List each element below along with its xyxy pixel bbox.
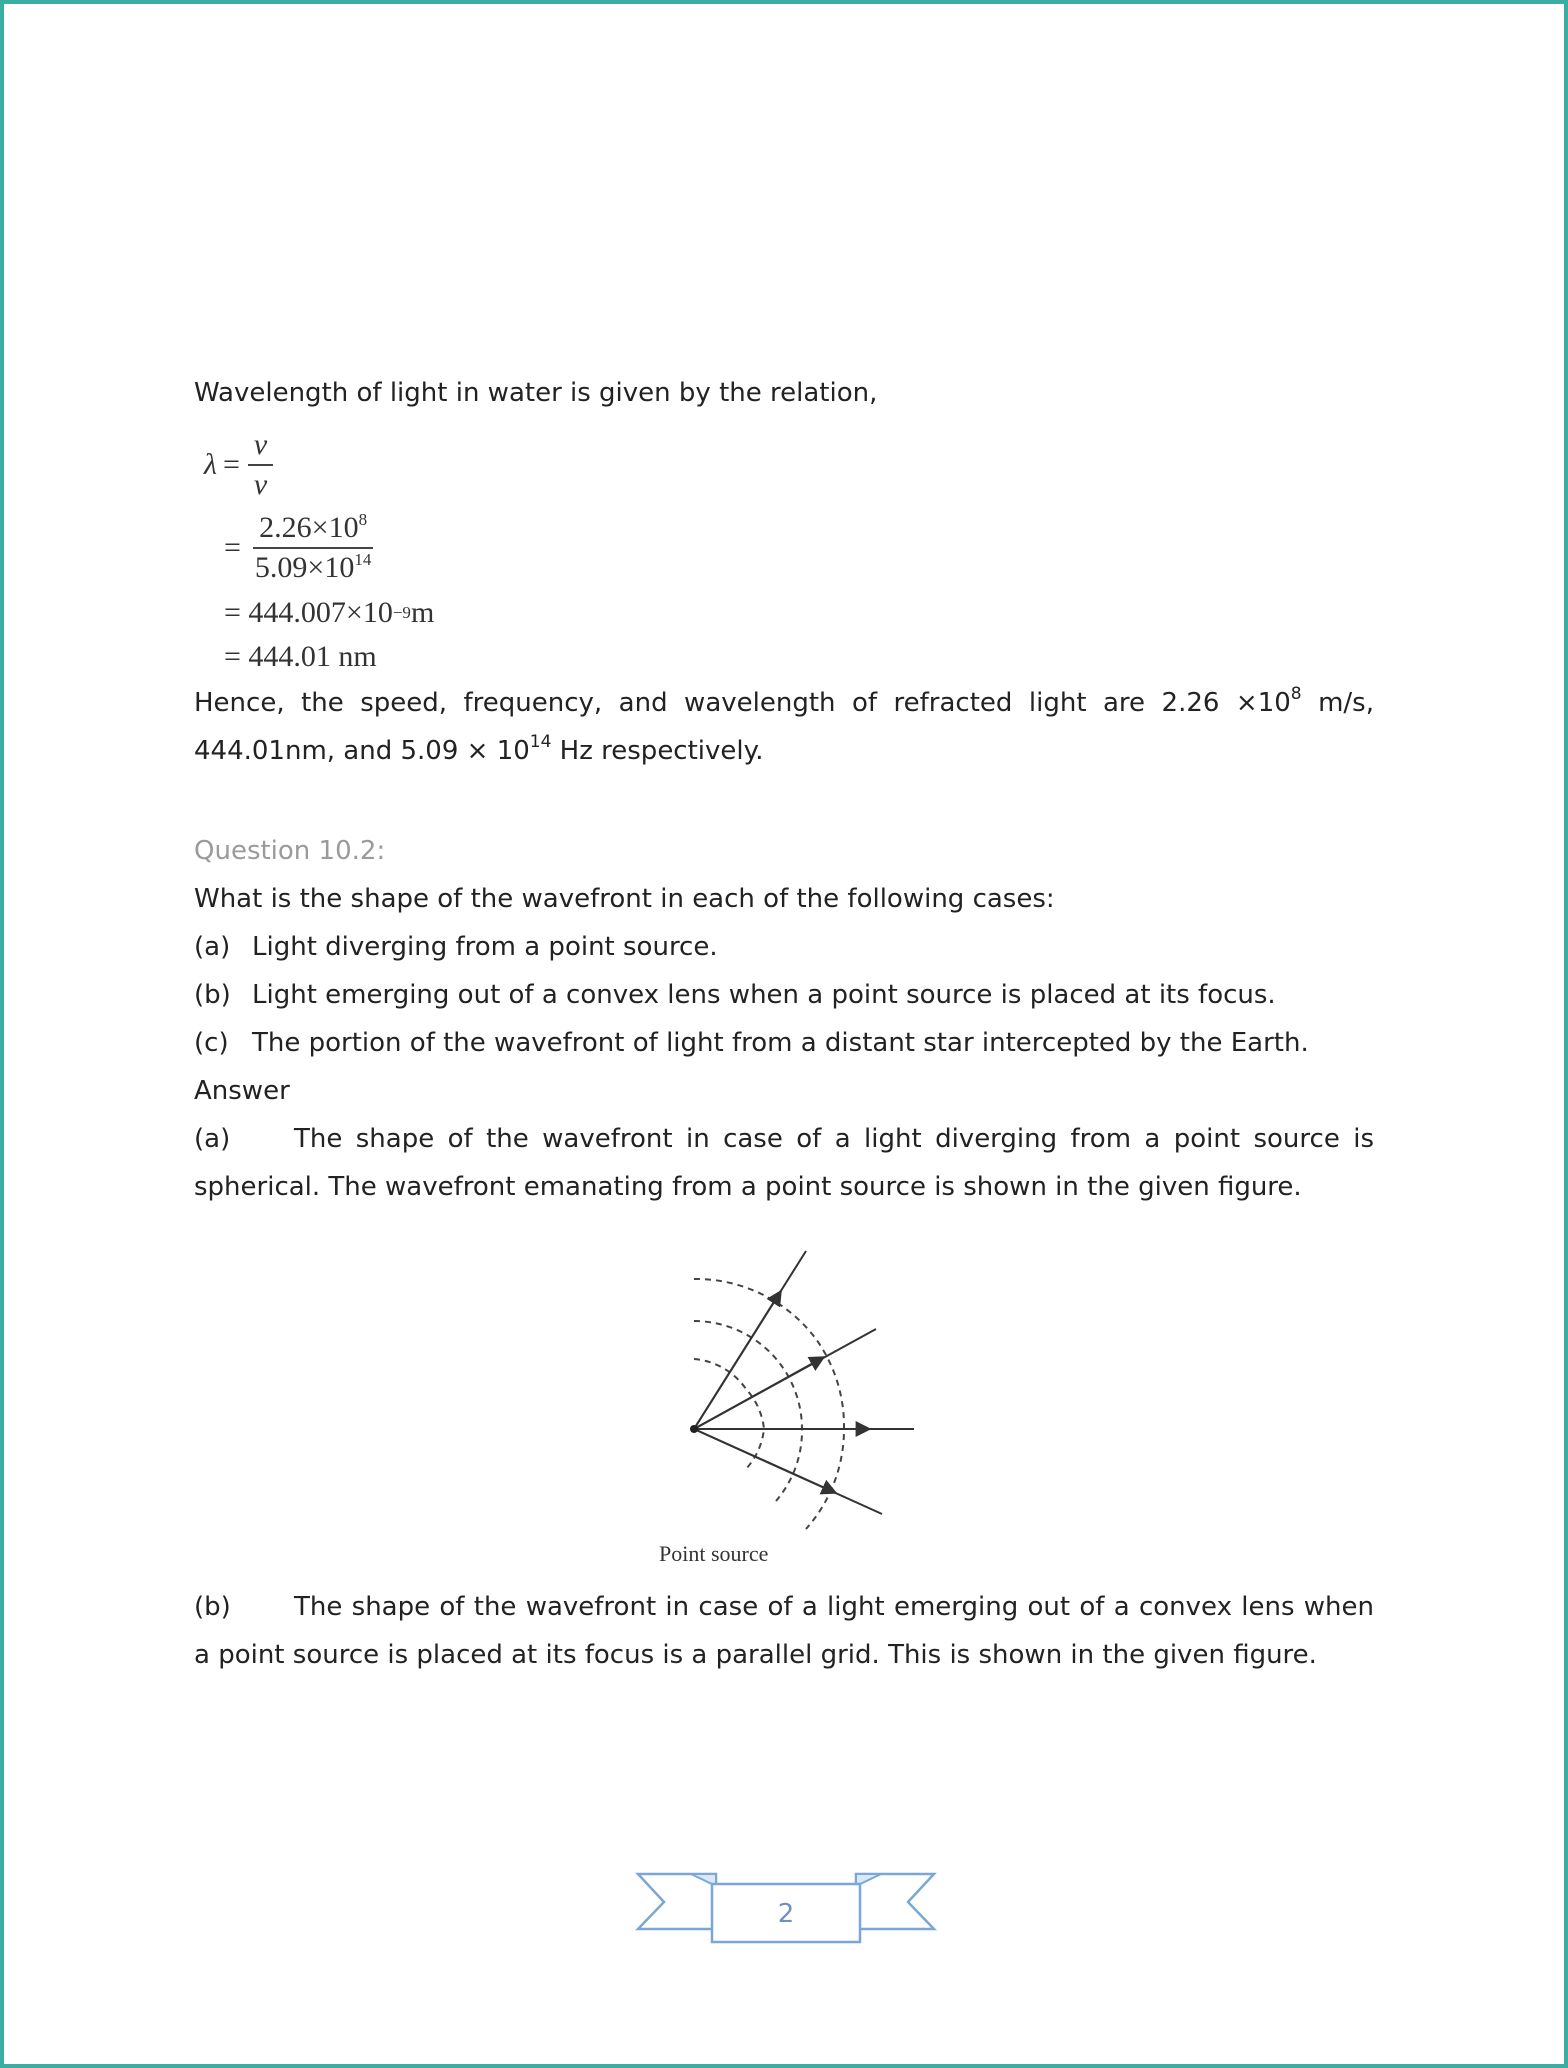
ray-mid-upper-arrow (694, 1357, 824, 1429)
intro-text: Wavelength of light in water is given by the relation, (194, 378, 878, 408)
eq-denominator-1: ν (253, 468, 268, 501)
answer-a-paragraph: (a) The shape of the wavefront in case of a light diverging from a point source is spherical. The wavefront emanating from a point source is shown in the given figure. (194, 1124, 1374, 1202)
wavefront-arc-large (694, 1279, 844, 1529)
wavefront-arc-medium (694, 1321, 802, 1501)
point-source-dot (690, 1425, 698, 1433)
question-title: Question 10.2: (194, 836, 386, 866)
question-prompt: What is the shape of the wavefront in each of the following cases: (194, 884, 1055, 914)
eq-equals-2: = (224, 531, 241, 564)
ray-upper-arrow (694, 1291, 781, 1429)
eq-fraction-1 (248, 426, 273, 504)
eq-line-4: = 444.01 nm (224, 640, 377, 673)
figure-caption: Point source (659, 1541, 769, 1566)
ribbon-left-tail (638, 1874, 716, 1929)
ray-lower-arrow (694, 1429, 836, 1493)
ribbon-right-tail (856, 1874, 934, 1929)
answer-label: Answer (194, 1076, 290, 1106)
question-item-c: (c) The portion of the wavefront of light from a distant star intercepted by the Earth. (194, 1028, 1309, 1058)
spherical-wavefront-figure (659, 1239, 936, 1579)
eq-numerator-1: v (248, 426, 273, 466)
eq-numerator-2: $2.26\times 10^8$ (253, 509, 373, 549)
hence-paragraph: Hence, the speed, frequency, and wavelength of refracted light are $2.26 \times 10^8$ m/s, 444.01nm, and $5.09 \times 10^{14}$ Hz respectively. (194, 684, 1374, 766)
wavelength-equation (204, 425, 1374, 679)
eq-lambda: λ (204, 448, 217, 481)
question-item-a: (a) Light diverging from a point source. (194, 932, 718, 962)
eq-denominator-2: $5.09\times 10^{14}$ (254, 550, 372, 584)
page-number: 2 (777, 1899, 795, 1929)
eq-fraction-2 (249, 509, 377, 587)
eq-line-3: = 444.007×10 −9 m (224, 596, 435, 629)
answer-b-paragraph: (b) The shape of the wavefront in case of a light emerging out of a convex lens when a point source is placed at its focus is a parallel grid. This is shown in the given figure. (194, 1592, 1374, 1670)
question-item-b: (b) Light emerging out of a convex lens when a point source is placed at its focus. (194, 980, 1276, 1010)
eq-equals: = (223, 448, 240, 481)
page-number-ribbon (636, 1864, 936, 1954)
